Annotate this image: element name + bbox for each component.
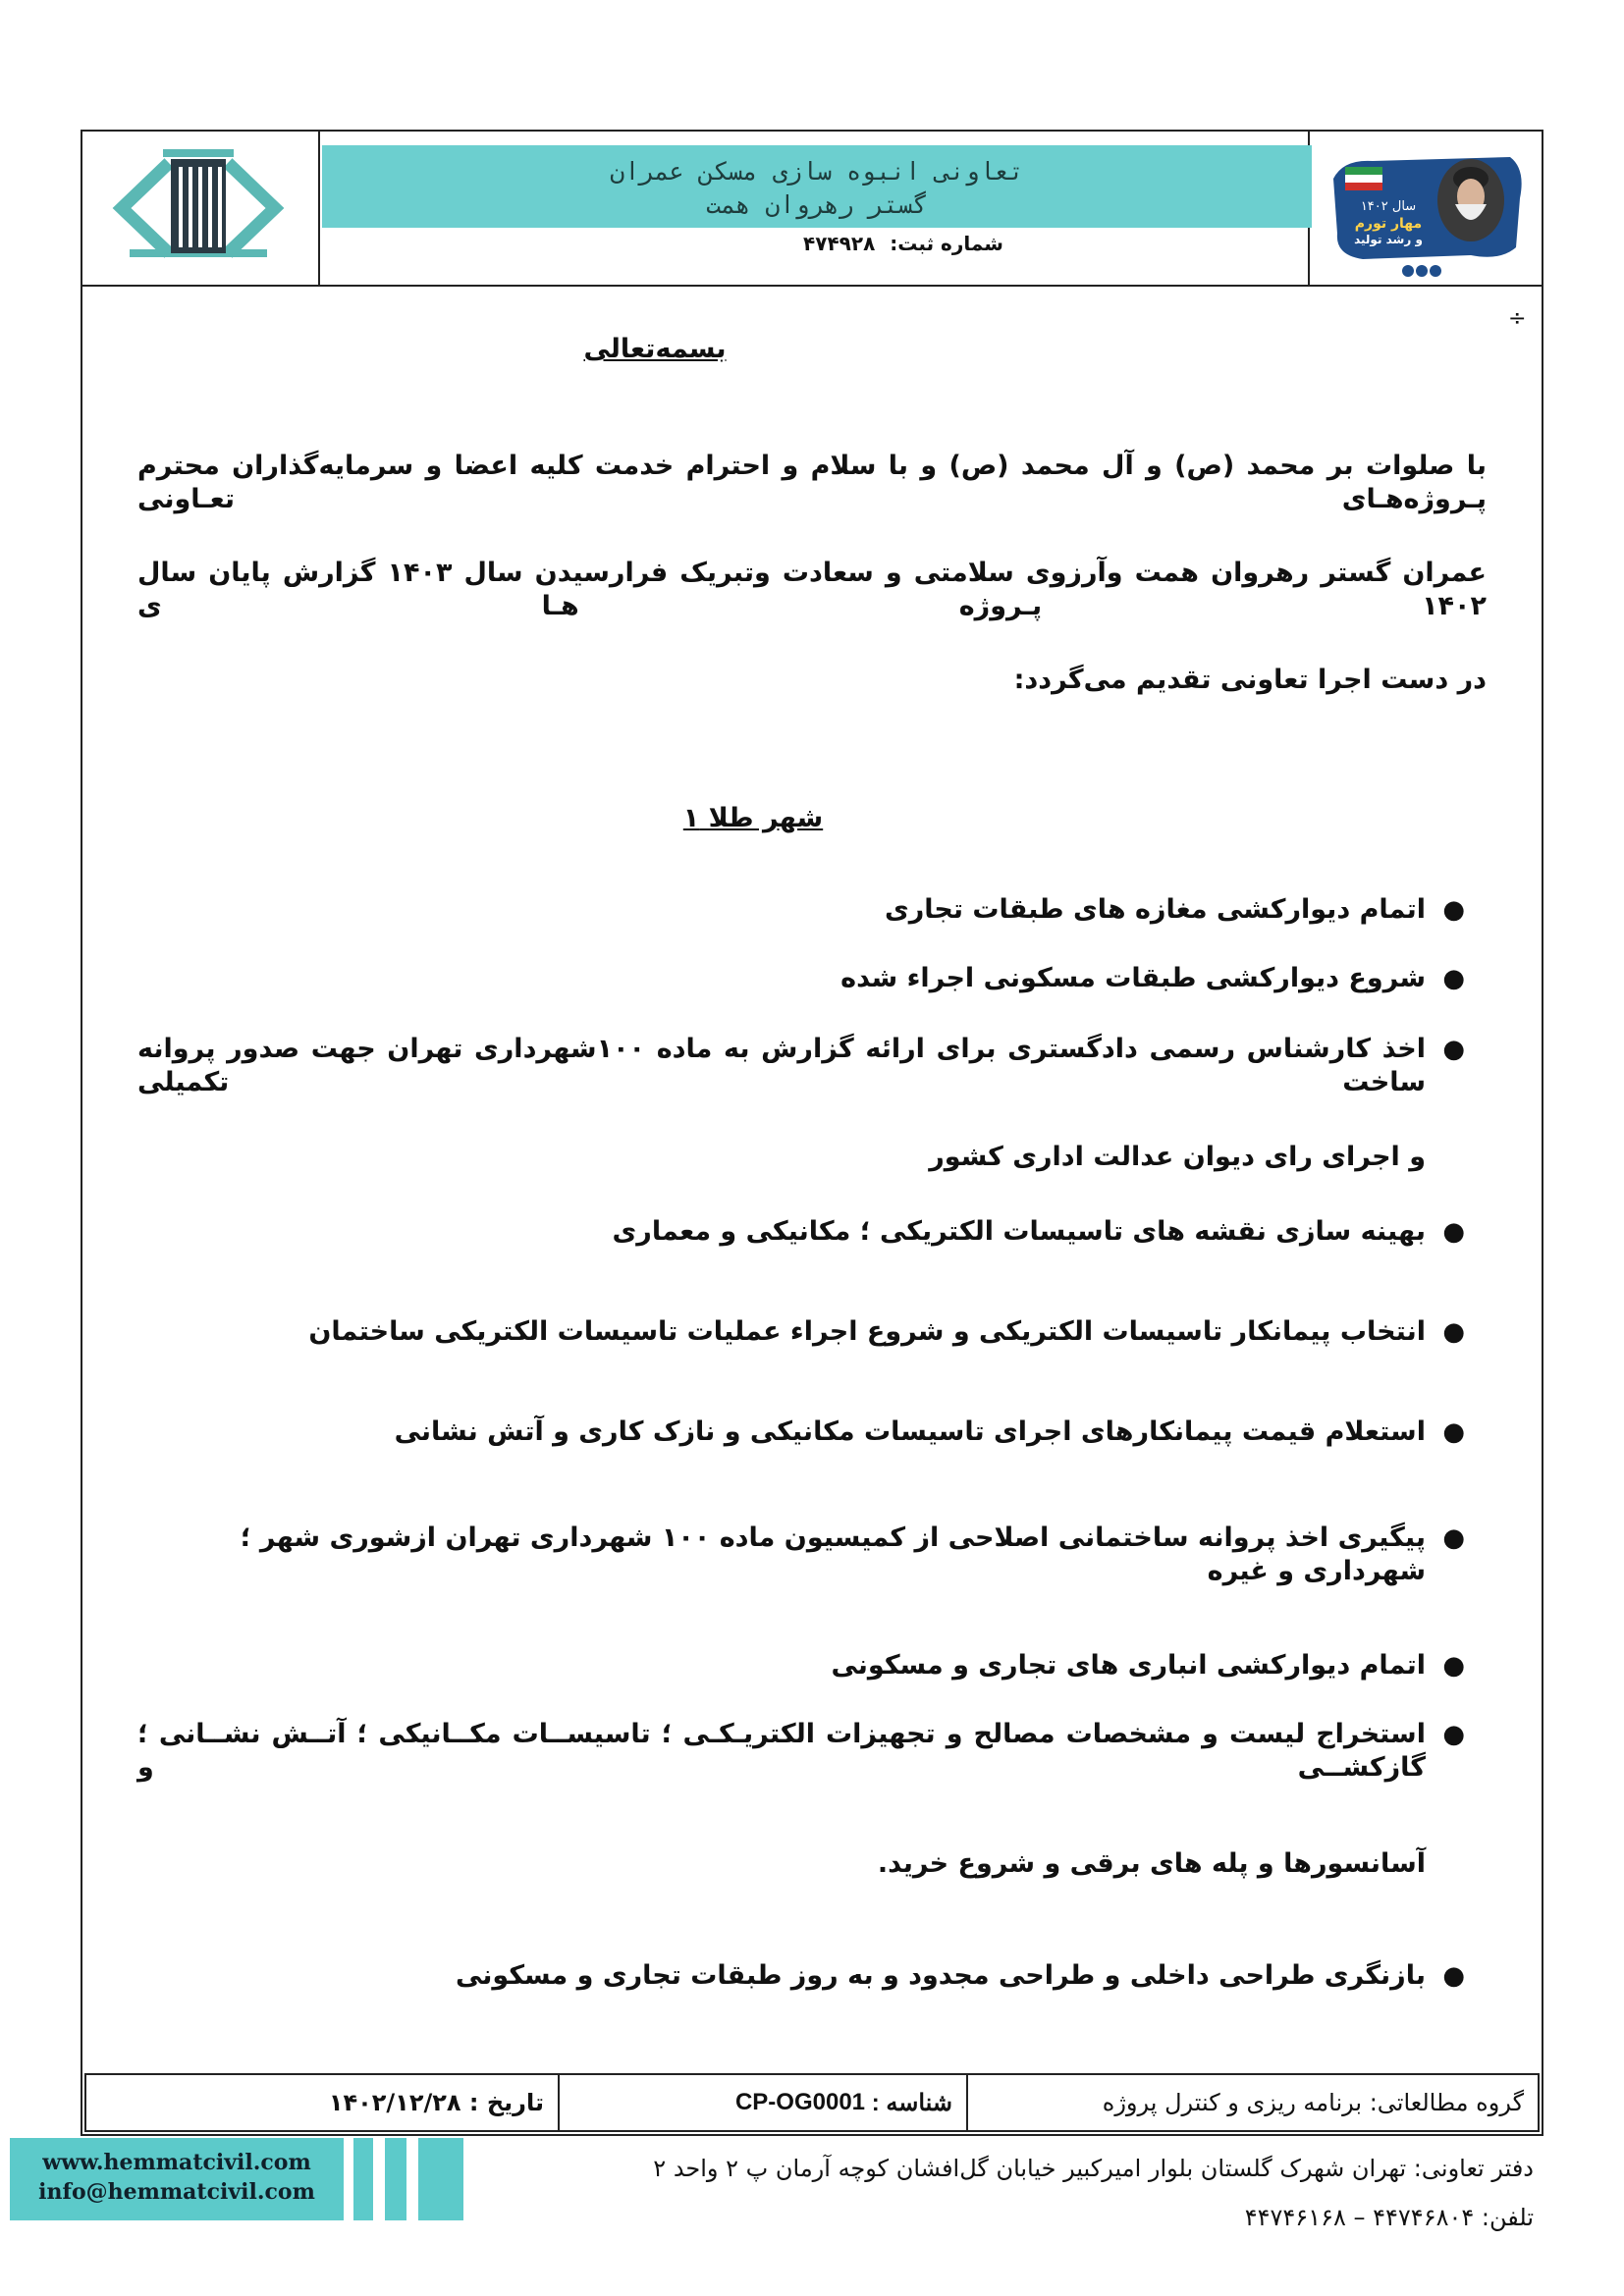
contact-box [10,2138,344,2220]
bullet-icon: ● [1442,1217,1465,1247]
document-info-table [84,2073,1540,2132]
bullet-icon: ● [1442,1523,1465,1553]
list-item: ● استخراج لیست و مشخصات مصالح و تجهیزات الکتریـکـی ؛ تاسیســات مکــانیکی ؛ آتــش نشــانی ؛ گازکشــی و آسانسورها و پله های برقی و شروع خرید. [137,1719,1465,1879]
header-divider [318,130,320,285]
project-section-title: شهر طلا ۱ [682,803,824,833]
bullet-icon: ● [1442,1651,1465,1681]
banner-year: سال ۱۴۰۲ [1360,199,1417,214]
list-item: ● استعلام قیمت پیمانکارهای اجرای تاسیسات مکانیکی و نازک کاری و آتش نشانی [394,1416,1465,1447]
banner-slogan-2: و رشد تولید [1354,233,1423,246]
cooperative-name-line1: تعاونی انبوه سازی مسکن عمران [610,157,1024,186]
date-label: تاریخ : [468,2089,544,2116]
document-code-cell [558,2075,968,2130]
registration-value: ۴۷۴۹۲۸ [803,232,876,255]
list-item: ● بهینه سازی نقشه های تاسیسات الکتریکی ؛ مکانیکی و معماری [612,1216,1465,1247]
bullet-icon: ● [1442,964,1465,993]
cooperative-name-line2: گستر رهروان همت [706,190,928,219]
website-link[interactable]: www.hemmatcivil.com [42,2150,311,2175]
bullet-icon: ● [1442,1317,1465,1347]
footer-stripe [418,2138,463,2220]
list-item: ● اخذ کارشناس رسمی دادگستری برای ارائه گزارش به ماده ۱۰۰شهرداری تهران جهت صدور پروانه ساخت تکمیلی و اجرای رای دیوان عدالت اداری کشور [137,1034,1465,1172]
bullet-icon: ● [1442,1417,1465,1447]
registration-label: شماره ثبت: [890,232,1003,255]
bullet-icon: ● [1442,1961,1465,1991]
bullet-icon: ● [1442,1035,1465,1064]
intro-paragraph [137,450,1487,771]
email-link[interactable]: info@hemmatcivil.com [38,2179,315,2205]
date-cell [86,2075,558,2130]
list-item: ● بازنگری طراحی داخلی و طراحی مجدود و به روز طبقات تجاری و مسکونی [455,1960,1465,1991]
progress-list [137,893,1487,1993]
office-phone: تلفن: ۴۴۷۴۶۸۰۴ – ۴۴۷۴۶۱۶۸ [1244,2204,1534,2231]
cooperative-title-band [322,145,1312,228]
intro-line: عمران گستر رهروان همت وآرزوی سلامتی و سعادت وتبریک فرارسیدن سال ۱۴۰۳ گزارش پایان سال ۱۴۰۲ پـروژه هـا ی [137,558,1488,621]
bullet-icon: ● [1442,895,1465,925]
list-item: ● انتخاب پیمانکار تاسیسات الکتریکی و شروع اجراء عملیات تاسیسات الکتریکی ساختمان [308,1316,1465,1347]
intro-line: با صلوات بر محمد (ص) و آل محمد (ص) و با سلام و احترام خدمت کلیه اعضا و سرمایه‌گذاران محترم پـروژه‌هـای تعـاونی [137,451,1487,514]
study-group-cell: گروه مطالعاتی: برنامه ریزی و کنترل پروژه [1102,2089,1524,2116]
leader-portrait-banner-icon [1324,139,1532,279]
footer-stripe [385,2138,406,2220]
list-item: ● اتمام دیوارکشی مغازه های طبقات تجاری [885,894,1465,925]
banner-slogan-1: مهار تورم [1354,216,1423,232]
list-item: ● اتمام دیوارکشی انباری های تجاری و مسکونی [831,1650,1465,1681]
intro-line: در دست اجرا تعاونی تقدیم می‌گردد: [1013,665,1487,695]
footer-stripe [353,2138,373,2220]
list-item: ● پیگیری اخذ پروانه ساختمانی اصلاحی از کمیسیون ماده ۱۰۰ شهرداری تهران ازشوری شهر ؛ شهرداری و غیره [240,1522,1465,1586]
bullet-icon: ● [1442,1720,1465,1749]
building-diamond-logo-icon [100,141,297,275]
corner-mark: ÷ [1508,306,1527,331]
list-item: ● شروع دیوارکشی طبقات مسکونی اجراء شده [840,963,1465,993]
registration-number [787,232,1019,255]
date-value: ۱۴۰۲/۱۲/۲۸ [328,2089,461,2116]
office-address: دفتر تعاونی: تهران شهرک گلستان بلوار امیرکبیر خیابان گل‌افشان کوچه آرمان پ ۲ واحد ۲ [653,2155,1534,2182]
basmala-heading: بسمه‌تعالی [583,334,727,364]
code-value: CP-OG0001 [734,2089,866,2115]
code-label: شناسه : [871,2089,952,2116]
letterhead [81,130,1543,287]
